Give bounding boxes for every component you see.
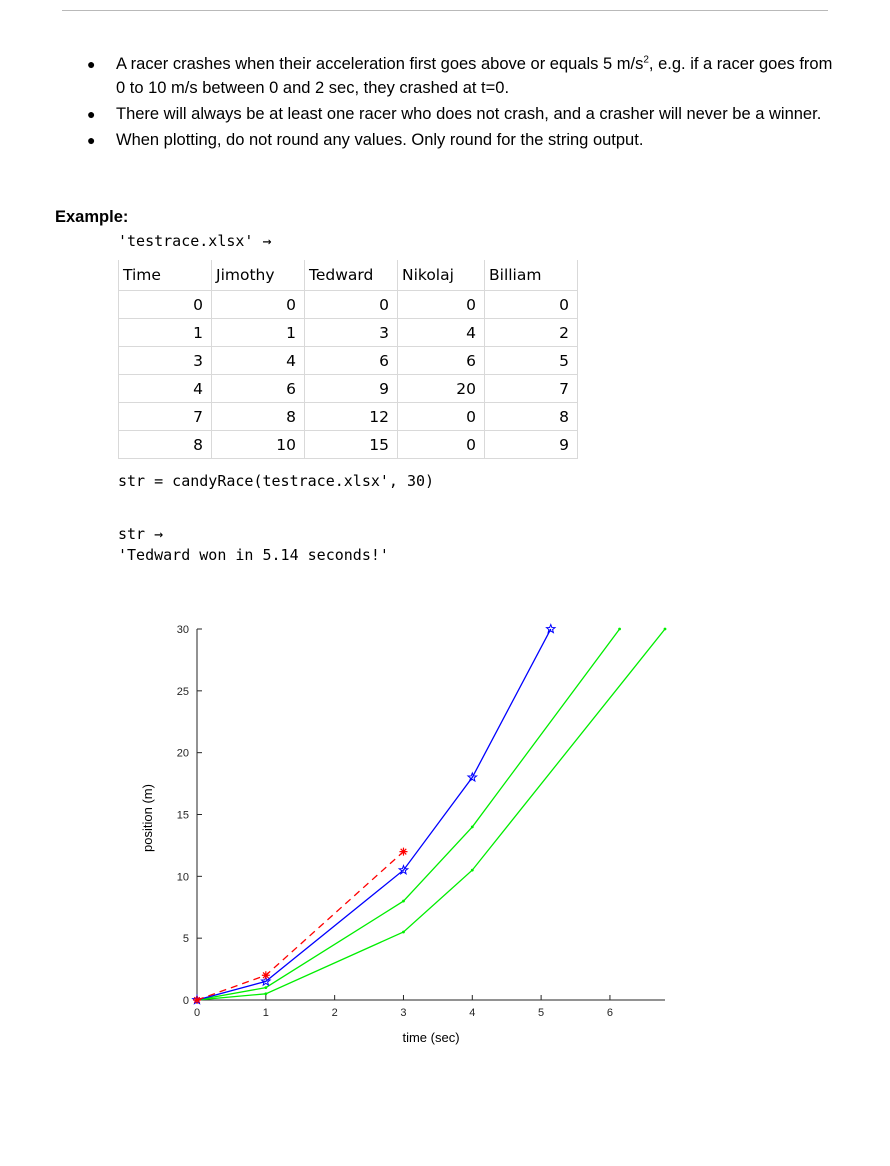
bullet-icon: ● (87, 56, 96, 72)
x-tick-label: 5 (538, 1007, 545, 1019)
table-header: Jimothy (212, 260, 305, 291)
y-tick-label: 0 (182, 995, 189, 1007)
series-line (197, 629, 665, 1000)
rule-text: There will always be at least one racer who does not crash, and a crasher will never be a winner. (116, 105, 822, 123)
table-cell: 6 (398, 347, 485, 375)
data-point (193, 996, 201, 1004)
table-cell: 0 (305, 291, 398, 319)
data-point (471, 825, 474, 828)
table-cell: 7 (119, 403, 212, 431)
x-tick-label: 3 (400, 1007, 407, 1019)
table-cell: 7 (485, 375, 578, 403)
y-tick-label: 15 (176, 809, 189, 822)
table-cell: 0 (398, 291, 485, 319)
table-cell: 0 (398, 431, 485, 459)
table-header: Nikolaj (398, 260, 485, 291)
table-cell: 0 (485, 291, 578, 319)
race-data-table (118, 260, 578, 459)
table-cell: 9 (305, 375, 398, 403)
table-cell: 1 (119, 319, 212, 347)
bullet-icon: ● (87, 106, 96, 122)
table-cell: 3 (119, 347, 212, 375)
bullet-icon: ● (87, 132, 96, 148)
table-header: Time (119, 260, 212, 291)
str-output-label: str → (118, 525, 164, 543)
table-cell: 0 (212, 291, 305, 319)
rule-item-crash (82, 52, 834, 100)
table-cell: 8 (119, 431, 212, 459)
table-cell: 6 (305, 347, 398, 375)
str-output-value: 'Tedward won in 5.14 seconds!' (118, 546, 389, 564)
table-cell: 4 (398, 319, 485, 347)
data-point (618, 628, 621, 631)
table-cell: 0 (398, 403, 485, 431)
function-call-line: str = candyRace(testrace.xlsx', 30) (118, 472, 435, 490)
table-row (119, 319, 578, 347)
x-tick-label: 1 (262, 1007, 269, 1019)
rule-superscript: 2 (643, 54, 649, 66)
y-tick-label: 5 (182, 933, 189, 946)
table-row (119, 403, 578, 431)
y-tick-label: 30 (176, 624, 189, 636)
rule-item-plotting (82, 128, 834, 152)
top-rule (62, 10, 828, 11)
rule-text-cont: , e.g. if a racer goes from 0 to 10 m/s between 0 and 2 sec, they crashed at t=0. (116, 55, 833, 97)
data-point (399, 848, 407, 856)
table-cell: 8 (485, 403, 578, 431)
table-cell: 3 (305, 319, 398, 347)
table-cell: 12 (305, 403, 398, 431)
table-header: Tedward (305, 260, 398, 291)
table-cell: 8 (212, 403, 305, 431)
table-row (119, 431, 578, 459)
data-point (471, 869, 474, 872)
table-cell: 2 (485, 319, 578, 347)
table-cell: 4 (119, 375, 212, 403)
table-header: Billiam (485, 260, 578, 291)
x-tick-label: 0 (193, 1007, 201, 1019)
table-cell: 0 (119, 291, 212, 319)
data-point (264, 992, 267, 995)
y-tick-label: 25 (176, 685, 189, 698)
example-heading: Example: (55, 208, 129, 226)
y-tick-label: 20 (176, 747, 189, 760)
table-row (119, 291, 578, 319)
table-row (119, 347, 578, 375)
table-cell: 20 (398, 375, 485, 403)
data-point (264, 986, 267, 989)
table-cell: 15 (305, 431, 398, 459)
x-tick-label: 6 (606, 1007, 614, 1019)
table-header-row (119, 260, 578, 291)
table-cell: 6 (212, 375, 305, 403)
table-cell: 4 (212, 347, 305, 375)
table-cell: 10 (212, 431, 305, 459)
data-point (262, 971, 270, 979)
y-axis-label: position (m) (140, 784, 155, 852)
data-point (402, 931, 405, 934)
table-cell: 5 (485, 347, 578, 375)
file-name-line: 'testrace.xlsx' → (118, 232, 272, 250)
race-position-chart (130, 610, 690, 1055)
table-row (119, 375, 578, 403)
data-point (402, 900, 405, 903)
x-tick-label: 2 (331, 1007, 338, 1019)
data-point (547, 625, 556, 633)
series-line (197, 629, 551, 1000)
series-line (197, 629, 620, 1000)
data-point (664, 628, 667, 631)
rules-list (82, 52, 834, 154)
rule-text: When plotting, do not round any values. Only round for the string output. (116, 131, 644, 149)
chart-series (193, 625, 667, 1005)
table-cell: 9 (485, 431, 578, 459)
x-tick-label: 4 (469, 1007, 476, 1019)
rule-text: A racer crashes when their acceleration first goes above or equals 5 m/s (116, 55, 644, 73)
x-axis-label: time (sec) (402, 1030, 460, 1045)
y-tick-label: 10 (176, 871, 189, 884)
rule-item-winner (82, 102, 834, 126)
table-cell: 1 (212, 319, 305, 347)
chart-axes (177, 624, 665, 1019)
